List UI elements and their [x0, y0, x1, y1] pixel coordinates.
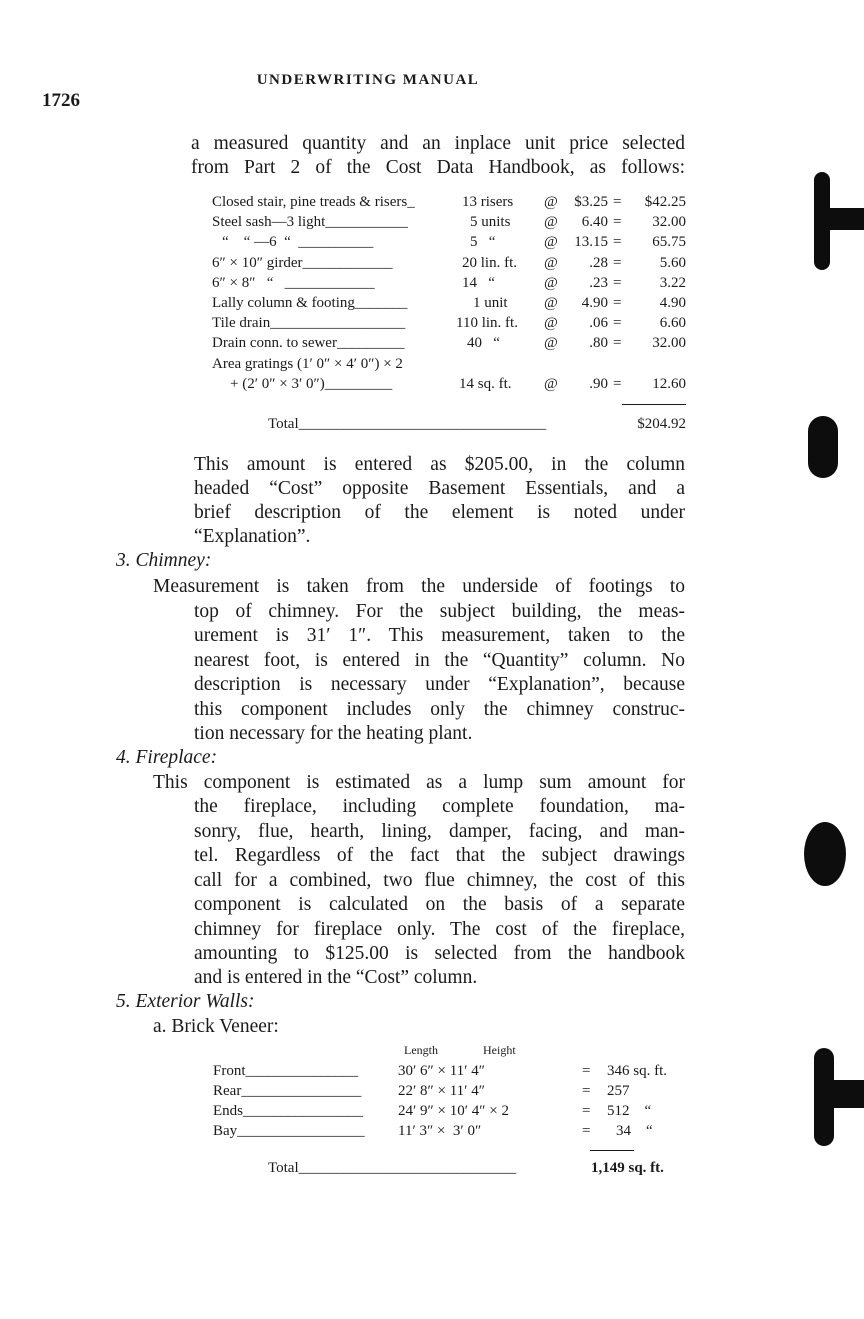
cost-at: @ [544, 234, 558, 250]
cost-at: @ [544, 315, 558, 331]
col-length-header: Length [404, 1043, 438, 1057]
cost-item: Tile drain__________________ [212, 315, 406, 331]
page-number: 1726 [42, 90, 80, 111]
cost-item: 6″ × 10″ girder____________ [212, 255, 393, 271]
fireplace-line: tel. Regardless of the fact that the subject drawings [194, 845, 685, 866]
brick-veneer-subheading: a. Brick Veneer: [153, 1016, 279, 1037]
fireplace-line: component is calculated on the basis of a separate [194, 894, 685, 915]
fireplace-line: sonry, flue, hearth, lining, damper, facing, and man- [194, 821, 685, 842]
cost-price: 13.15 [574, 234, 608, 250]
cost-amount: 3.22 [659, 275, 686, 291]
cost-at: @ [544, 255, 558, 271]
cost-amount: 6.60 [659, 315, 686, 331]
col-height-header: Height [483, 1043, 516, 1057]
chimney-line: Measurement is taken from the underside of footings to [153, 576, 685, 597]
wall-dims: 11′ 3″ × 3′ 0″ [398, 1123, 482, 1139]
wall-dims: 22′ 8″ × 11′ 4″ [398, 1083, 485, 1099]
cost-price: .28 [589, 255, 608, 271]
fireplace-heading: 4. Fireplace: [116, 747, 218, 768]
cost-eq: = [613, 214, 622, 230]
chimney-line: nearest foot, is entered in the “Quantity” column. No [194, 650, 685, 671]
intro-line: from Part 2 of the Cost Data Handbook, as follows: [191, 157, 685, 178]
wall-eq: = [582, 1103, 591, 1119]
cost-qty: 20 lin. ft. [462, 255, 517, 271]
cost-amount: 32.00 [652, 335, 686, 351]
cost-at: @ [544, 214, 558, 230]
wall-eq: = [582, 1063, 591, 1079]
cost-item: + (2′ 0″ × 3′ 0″)_________ [230, 376, 393, 392]
cost-eq: = [613, 255, 622, 271]
walls-total: 1,149 sq. ft. [591, 1160, 664, 1176]
cost-amount: $42.25 [644, 194, 686, 210]
wall-label: Bay_________________ [213, 1123, 365, 1139]
chimney-heading: 3. Chimney: [116, 550, 212, 571]
cost-price: $3.25 [574, 194, 608, 210]
cost-price: .23 [589, 275, 608, 291]
cost-at: @ [544, 376, 558, 392]
walls-total-label: Total_____________________________ [268, 1160, 517, 1176]
fireplace-line: chimney for fireplace only. The cost of the fireplace, [194, 919, 685, 940]
binding-mark [828, 1080, 864, 1108]
cost-eq: = [613, 315, 622, 331]
cost-item: Closed stair, pine treads & risers_ [212, 194, 415, 210]
wall-value: 257 [607, 1083, 630, 1099]
chimney-line: urement is 31′ 1″. This measurement, taken to the [194, 625, 685, 646]
cost-item: Area gratings (1′ 0″ × 4′ 0″) × 2 [212, 356, 403, 372]
punch-hole-mark [804, 822, 846, 886]
wall-dims: 24′ 9″ × 10′ 4″ × 2 [398, 1103, 509, 1119]
cost-item: Steel sash—3 light___________ [212, 214, 408, 230]
fireplace-line: amounting to $125.00 is selected from the handbook [194, 943, 685, 964]
cost-qty: 13 risers [462, 194, 514, 210]
fireplace-line: call for a combined, two flue chimney, the cost of this [194, 870, 685, 891]
cost-total-label: Total_________________________________ [268, 416, 547, 432]
chimney-line: top of chimney. For the subject building, the meas- [194, 601, 685, 622]
fireplace-line: and is entered in the “Cost” column. [194, 967, 478, 988]
chimney-line: this component includes only the chimney construc- [194, 699, 685, 720]
cost-price: .80 [589, 335, 608, 351]
cost-price: .90 [589, 376, 608, 392]
chimney-line: description is necessary under “Explanation”, because [194, 674, 685, 695]
cost-eq: = [613, 275, 622, 291]
cost-amount: 5.60 [659, 255, 686, 271]
cost-at: @ [544, 335, 558, 351]
cost-qty: 1 unit [473, 295, 508, 311]
chimney-line: tion necessary for the heating plant. [194, 723, 473, 744]
cost-qty: 14 sq. ft. [459, 376, 512, 392]
cost-price: .06 [589, 315, 608, 331]
cost-qty: 40 “ [467, 335, 500, 351]
cost-total: $204.92 [637, 416, 686, 432]
wall-eq: = [582, 1123, 591, 1139]
wall-label: Front_______________ [213, 1063, 359, 1079]
cost-eq: = [613, 194, 622, 210]
after-table-line: “Explanation”. [194, 526, 311, 547]
after-table-line: headed “Cost” opposite Basement Essentials, and a [194, 478, 685, 499]
cost-item: 6″ × 8″ “ ____________ [212, 275, 375, 291]
cost-eq: = [613, 376, 622, 392]
wall-eq: = [582, 1083, 591, 1099]
cost-amount: 12.60 [652, 376, 686, 392]
walls-total-rule [590, 1150, 634, 1151]
wall-value: 346 sq. ft. [607, 1063, 667, 1079]
cost-eq: = [613, 335, 622, 351]
fireplace-line: This component is estimated as a lump sum amount for [153, 772, 685, 793]
punch-hole-mark [808, 416, 838, 478]
cost-at: @ [544, 194, 558, 210]
cost-qty: 14 “ [462, 275, 495, 291]
cost-price: 4.90 [581, 295, 608, 311]
cost-item: Drain conn. to sewer_________ [212, 335, 405, 351]
wall-value: 34 “ [616, 1123, 653, 1139]
cost-at: @ [544, 275, 558, 291]
cost-amount: 4.90 [659, 295, 686, 311]
wall-label: Ends________________ [213, 1103, 363, 1119]
wall-dims: 30′ 6″ × 11′ 4″ [398, 1063, 485, 1079]
running-head: UNDERWRITING MANUAL [256, 72, 480, 88]
after-table-line: brief description of the element is noted under [194, 502, 685, 523]
cost-amount: 32.00 [652, 214, 686, 230]
wall-label: Rear________________ [213, 1083, 362, 1099]
intro-line: a measured quantity and an inplace unit price selected [191, 133, 685, 154]
after-table-line: This amount is entered as $205.00, in the column [194, 454, 685, 475]
cost-qty: 110 lin. ft. [456, 315, 518, 331]
wall-value: 512 “ [607, 1103, 652, 1119]
binding-mark [826, 208, 864, 230]
cost-item: Lally column & footing_______ [212, 295, 408, 311]
fireplace-line: the fireplace, including complete foundation, ma- [194, 796, 685, 817]
cost-qty: 5 units [470, 214, 511, 230]
cost-qty: 5 “ [470, 234, 496, 250]
cost-eq: = [613, 234, 622, 250]
cost-at: @ [544, 295, 558, 311]
cost-item: “ “ —6 “ __________ [222, 234, 374, 250]
exterior-walls-heading: 5. Exterior Walls: [116, 991, 255, 1012]
cost-amount: 65.75 [652, 234, 686, 250]
cost-price: 6.40 [581, 214, 608, 230]
cost-eq: = [613, 295, 622, 311]
